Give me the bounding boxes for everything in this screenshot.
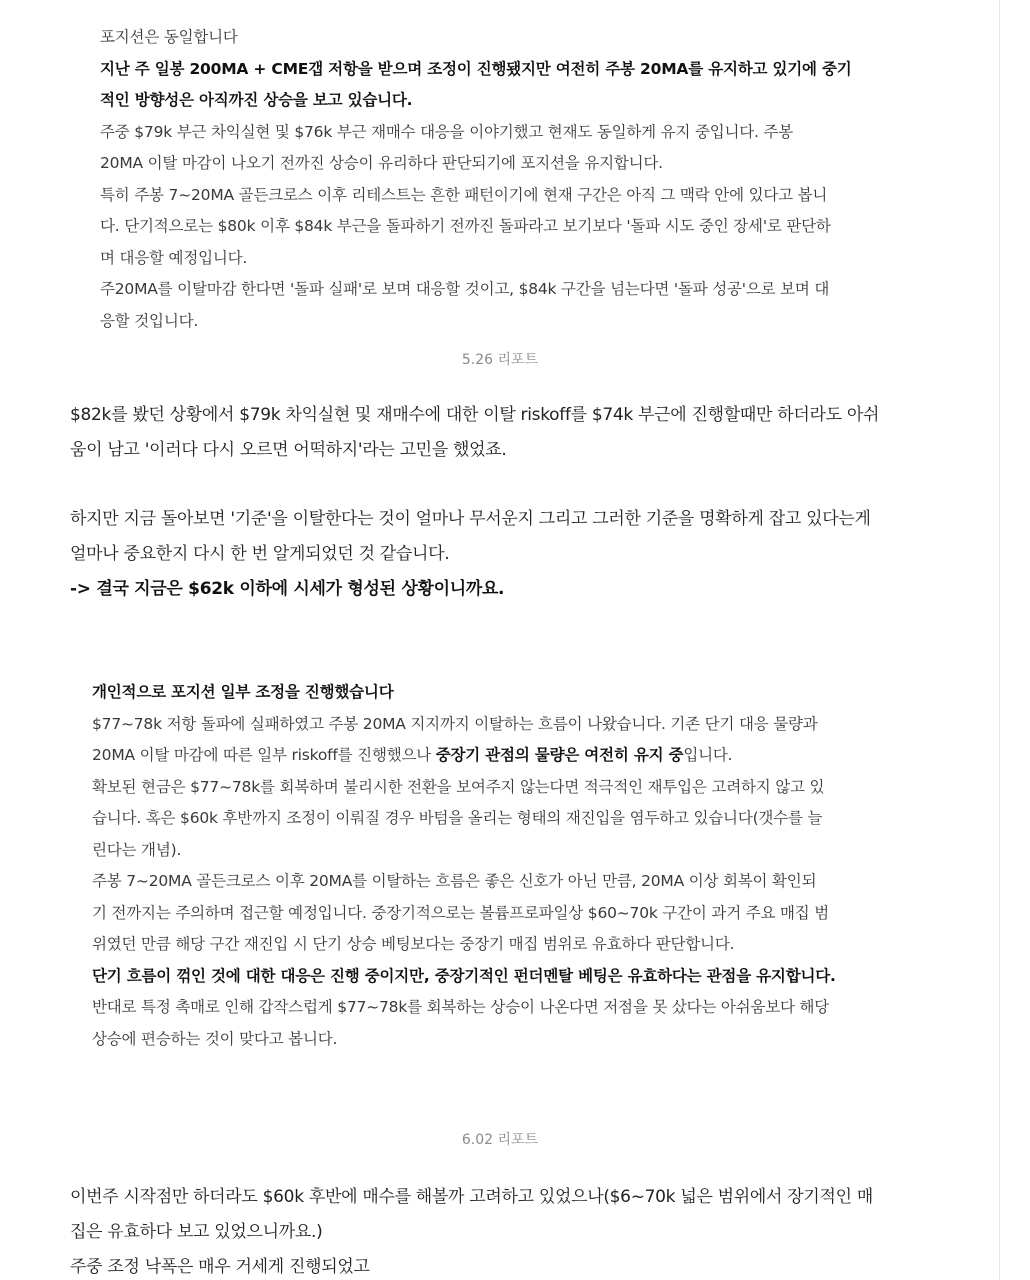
quote-line [92,740,892,772]
commentary-paragraph-1 [70,398,950,468]
bold-text: 지난 주 일봉 200MA + CME갭 저항을 받으며 조정이 진행됐지만 여전히 주봉 20MA를 유지하고 있기에 중기 [100,59,852,78]
quote-line [92,835,892,867]
text-run: 주20MA를 이탈마감 한다면 '돌파 실패'로 보며 대응할 것이고, $84k 구간을 넘는다면 '돌파 성공'으로 보며 대 [100,280,830,298]
text-line: 집은 유효하다 보고 있었으니까요.) [70,1222,323,1242]
text-run: 20MA 이탈 마감이 나오기 전까진 상승이 유리하다 판단되기에 포지션을 유지합니다. [100,154,663,172]
text-run: 며 대응할 예정입니다. [100,248,248,267]
text-run: 상승에 편승하는 것이 맞다고 봅니다. [92,1029,338,1048]
quote-line [100,148,900,180]
quote-line [92,866,892,898]
quote-line [92,803,892,835]
bold-text: 적인 방향성은 아직까진 상승을 보고 있습니다. [100,91,413,109]
report-caption-6-02: 6.02 리포트 [461,1132,539,1148]
report-caption-5-26: 5.26 리포트 [461,352,539,368]
bold-text: 개인적으로 포지션 일부 조정을 진행했습니다 [92,683,394,701]
quote-line [100,117,900,149]
text-run: 습니다. 혹은 $60k 후반까지 조정이 이뤄질 경우 바텀을 올리는 형태의 재진입을 염두하고 있습니다(갯수를 늘 [92,809,823,827]
quote-line [100,306,900,338]
quote-line [92,929,892,961]
text-line: $82k를 봤던 상황에서 $79k 차익실현 및 재매수에 대한 이탈 riskoff를 $74k 부근에 진행할때만 하더라도 아쉬 [70,405,880,425]
quote-line [100,211,900,243]
text-run: 반대로 특정 촉매로 인해 갑작스럽게 $77~78k를 회복하는 상승이 나온다면 저점을 못 샀다는 아쉬움보다 해당 [92,998,830,1016]
text-run: 주봉 7~20MA 골든크로스 이후 20MA를 이탈하는 흐름은 좋은 신호가 아닌 만큼, 20MA 이상 회복이 확인되 [92,872,817,890]
page-edge-divider [999,0,1000,1280]
text-line: 이번주 시작점만 하더라도 $60k 후반에 매수를 해볼까 고려하고 있었으나($6~70k 넓은 범위에서 장기적인 매 [70,1187,873,1207]
text-run: 위였던 만큼 해당 구간 재진입 시 단기 상승 베팅보다는 중장기 매집 범위로 유효하다 판단합니다. [92,935,735,953]
quote-line [92,992,892,1024]
text-line: 하지만 지금 돌아보면 '기준'을 이탈한다는 것이 얼마나 무서운지 그리고 그러한 기준을 명확하게 잡고 있다는게 [70,509,871,529]
quote-line [92,677,892,709]
report-quote-5-26 [100,22,900,337]
commentary-paragraph-2 [70,502,950,607]
quote-line [100,274,900,306]
text-run: 린다는 개념). [92,840,182,859]
text-run: 다. 단기적으로는 $80k 이후 $84k 부근을 돌파하기 전까진 돌파라고 보기보다 '돌파 시도 중인 장세'로 판단하 [100,217,831,235]
commentary-paragraph-3 [70,1180,950,1280]
quote-line [100,22,900,54]
text-run: 기 전까지는 주의하며 접근할 예정입니다. 중장기적으로는 볼륨프로파일상 $60~70k 구간이 과거 주요 매집 범 [92,903,830,922]
conclusion-line: -> 결국 지금은 $62k 이하에 시세가 형성된 상황이니까요. [70,579,505,599]
report-quote-6-02 [92,677,892,1055]
quote-line [92,898,892,930]
quote-line [92,772,892,804]
text-run: 입니다. [683,746,733,764]
quote-line [92,961,892,993]
text-run: $77~78k 저항 돌파에 실패하였고 주봉 20MA 지지까지 이탈하는 흐름이 나왔습니다. 기존 단기 대응 물량과 [92,714,818,733]
text-line: 주중 조정 낙폭은 매우 거세게 진행되었고 [70,1257,370,1277]
quote-line [100,85,900,117]
quote-line [100,54,900,86]
text-line: 얼마나 중요한지 다시 한 번 알게되었던 것 같습니다. [70,544,450,564]
text-run: 응할 것입니다. [100,311,199,330]
text-run: 특히 주봉 7~20MA 골든크로스 이후 리테스트는 흔한 패턴이기에 현재 구간은 아직 그 맥락 안에 있다고 봅니 [100,185,828,204]
quote-line [100,180,900,212]
text-run: 확보된 현금은 $77~78k를 회복하며 불리시한 전환을 보여주지 않는다면 적극적인 재투입은 고려하지 않고 있 [92,777,825,796]
bold-text: 단기 흐름이 꺾인 것에 대한 대응은 진행 중이지만, 중장기적인 펀더멘탈 베팅은 유효하다는 관점을 유지합니다. [92,966,836,985]
text-run: 20MA 이탈 마감에 따른 일부 riskoff를 진행했으나 [92,746,436,764]
text-line: 움이 남고 '이러다 다시 오르면 어떡하지'라는 고민을 했었죠. [70,440,507,460]
text-run: 포지션은 동일합니다 [100,28,238,46]
quote-line [100,243,900,275]
text-run: 주중 $79k 부근 차익실현 및 $76k 부근 재매수 대응을 이야기했고 현재도 동일하게 유지 중입니다. 주봉 [100,122,794,141]
quote-line [92,709,892,741]
quote-line [92,1024,892,1056]
bold-text: 중장기 관점의 물량은 여전히 유지 중 [435,746,684,764]
